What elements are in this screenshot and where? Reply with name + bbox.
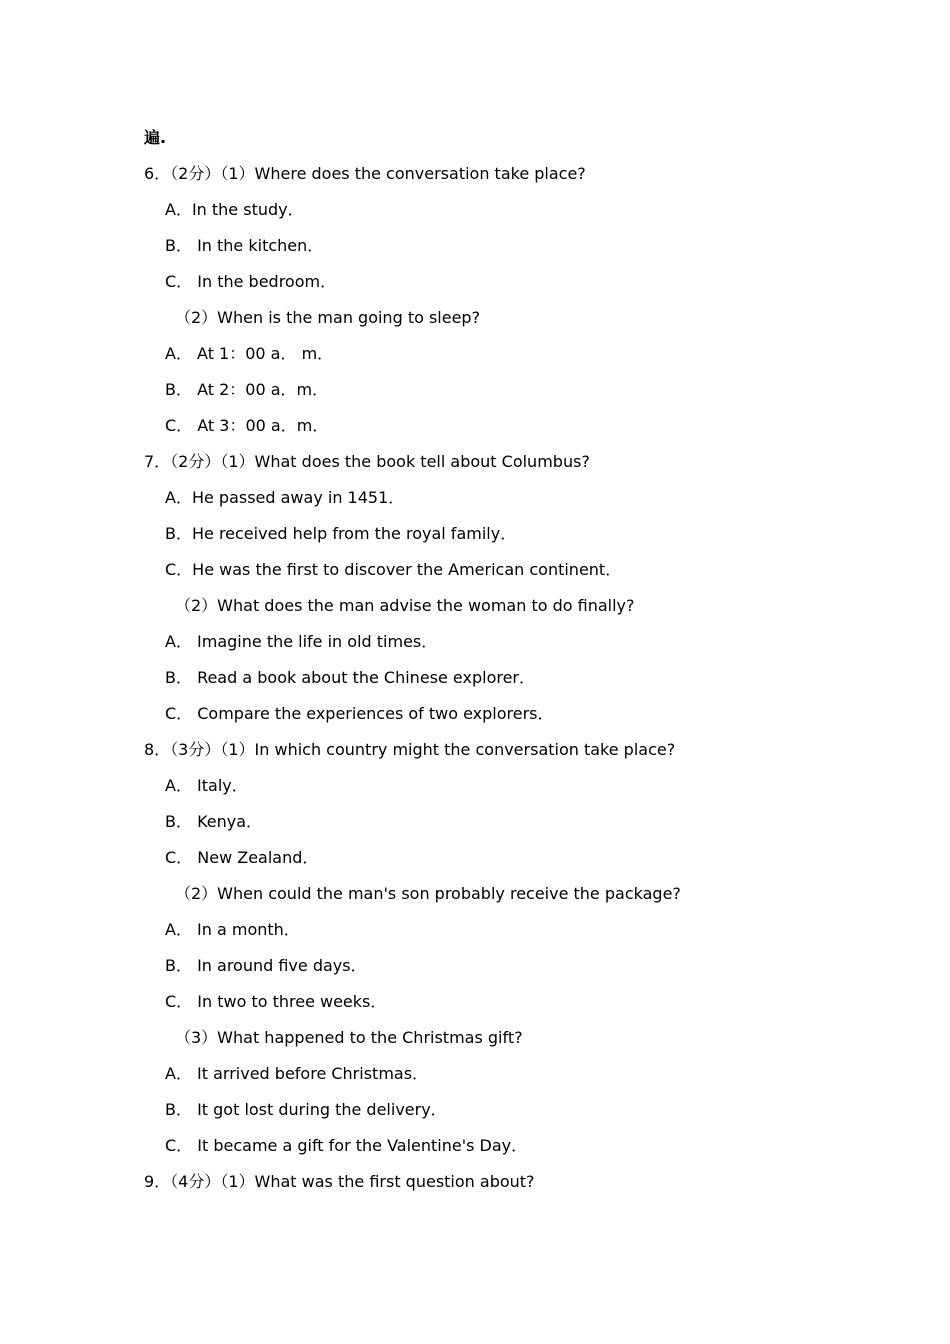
q6-2-option-b: B． At 2：00 a．m．: [165, 380, 329, 399]
q7-subquestion-2: （2）What does the man advise the woman to do finally?: [175, 596, 635, 615]
q6-1-option-a: A．In the study．: [165, 200, 304, 219]
q7-1-option-a: A．He passed away in 1451．: [165, 488, 405, 507]
question-6-stem: 6．（2分）（1）Where does the conversation take place?: [144, 164, 586, 183]
q8-2-option-c: C． In two to three weeks．: [165, 992, 387, 1011]
q8-1-option-a: A． Italy．: [165, 776, 248, 795]
q8-3-option-a: A． It arrived before Christmas．: [165, 1064, 429, 1083]
q8-subquestion-2: （2）When could the man's son probably receive the package?: [175, 884, 681, 903]
q8-3-option-b: B． It got lost during the delivery．: [165, 1100, 447, 1119]
q7-2-option-a: A． Imagine the life in old times．: [165, 632, 438, 651]
q7-1-option-c: C．He was the first to discover the American continent．: [165, 560, 622, 579]
q6-subquestion-2: （2）When is the man going to sleep?: [175, 308, 481, 327]
question-9-stem: 9．（4分）（1）What was the first question about?: [144, 1172, 535, 1191]
q8-1-option-c: C． New Zealand．: [165, 848, 319, 867]
carryover-text: 遍.: [144, 128, 167, 147]
q6-1-option-c: C． In the bedroom．: [165, 272, 337, 291]
q7-2-option-b: B． Read a book about the Chinese explorer．: [165, 668, 536, 687]
q8-subquestion-3: （3）What happened to the Christmas gift?: [175, 1028, 523, 1047]
q8-2-option-b: B． In around five days．: [165, 956, 367, 975]
q7-2-option-c: C． Compare the experiences of two explorers．: [165, 704, 554, 723]
q8-2-option-a: A． In a month．: [165, 920, 300, 939]
q7-1-option-b: B．He received help from the royal family．: [165, 524, 517, 543]
q6-2-option-a: A． At 1：00 a． m．: [165, 344, 334, 363]
q6-1-option-b: B． In the kitchen．: [165, 236, 324, 255]
question-8-stem: 8．（3分）（1）In which country might the conversation take place?: [144, 740, 676, 759]
q8-1-option-b: B． Kenya．: [165, 812, 263, 831]
question-7-stem: 7．（2分）（1）What does the book tell about Columbus?: [144, 452, 590, 471]
q8-3-option-c: C． It became a gift for the Valentine's Day．: [165, 1136, 528, 1155]
q6-2-option-c: C． At 3：00 a．m．: [165, 416, 329, 435]
